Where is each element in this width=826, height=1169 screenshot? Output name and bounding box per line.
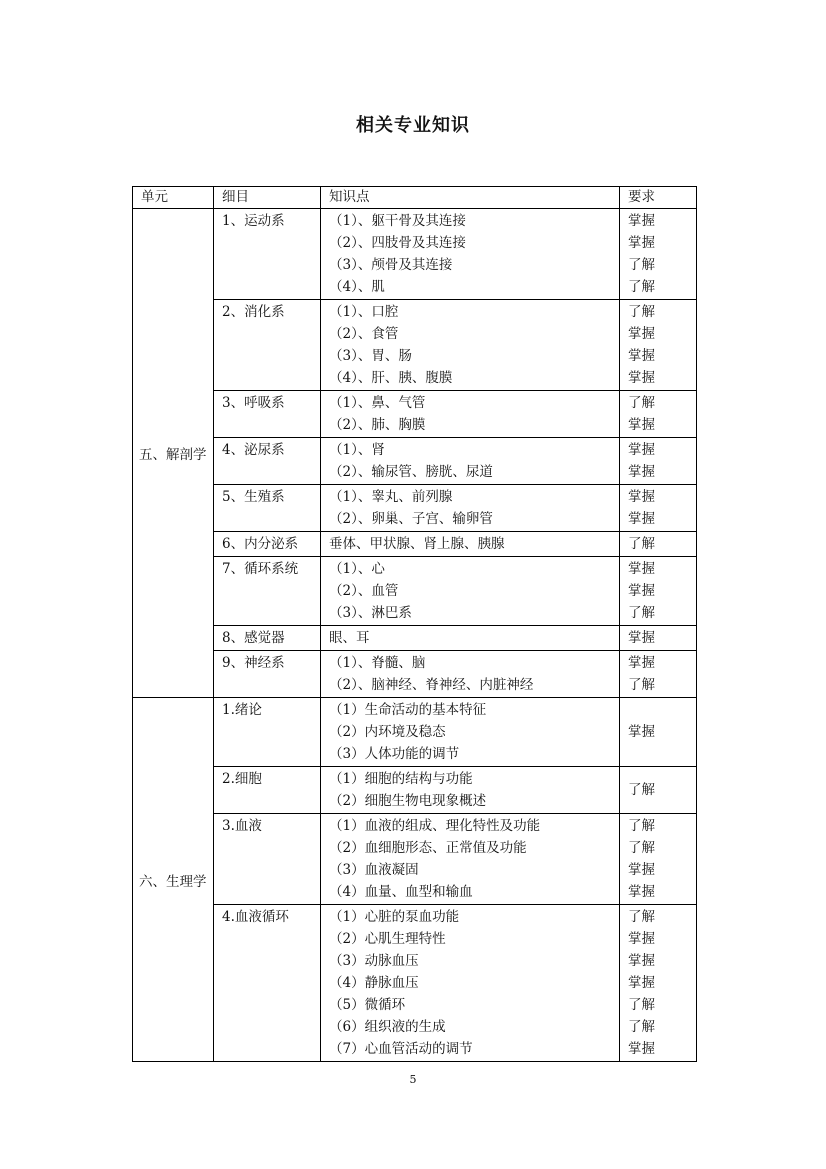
- header-item: 细目: [214, 187, 321, 209]
- knowledge-point: （1）、鼻、气管: [329, 395, 426, 411]
- requirement-value: 了解: [628, 818, 655, 834]
- knowledge-point: （2）、脑神经、脊神经、内脏神经: [329, 677, 534, 693]
- table-row: [133, 532, 697, 557]
- item-label: 4.血液循环: [222, 909, 289, 925]
- table-row: [133, 485, 697, 532]
- knowledge-point: （1）血液的组成、理化特性及功能: [329, 818, 541, 834]
- item-cell: [214, 532, 321, 557]
- unit-cell: 六、生理学: [133, 698, 214, 1062]
- requirement-cell: [620, 391, 697, 438]
- knowledge-point: （2）、食管: [329, 326, 399, 342]
- knowledge-point: （3）、胃、肠: [329, 348, 412, 364]
- table-row: [133, 300, 697, 391]
- points-cell: [321, 438, 620, 485]
- header-requirement: 要求: [620, 187, 697, 209]
- knowledge-point: （1）、躯干骨及其连接: [329, 213, 466, 229]
- knowledge-point: （4）、肝、胰、腹膜: [329, 370, 453, 386]
- table-row: [133, 626, 697, 651]
- knowledge-point: （1）、心: [329, 561, 385, 577]
- item-cell: [214, 391, 321, 438]
- item-label: 9、神经系: [222, 655, 285, 671]
- unit-cell: 五、解剖学: [133, 209, 214, 698]
- table-row: [133, 698, 697, 767]
- requirement-cell: [620, 209, 697, 300]
- points-cell: [321, 391, 620, 438]
- knowledge-point: （4）、肌: [329, 279, 385, 295]
- requirement-value: 了解: [628, 909, 655, 925]
- item-cell: [214, 814, 321, 905]
- knowledge-point: （2）、卵巢、子宫、输卵管: [329, 511, 493, 527]
- requirement-value: 了解: [628, 536, 655, 552]
- item-cell: [214, 485, 321, 532]
- knowledge-point: （1）心脏的泵血功能: [329, 909, 460, 925]
- requirement-value: 掌握: [628, 862, 655, 878]
- points-cell: [321, 209, 620, 300]
- points-cell: [321, 698, 620, 767]
- requirement-value: 掌握: [628, 953, 655, 969]
- requirement-cell: [620, 905, 697, 1062]
- table-header-row: [133, 187, 697, 209]
- item-label: 3.血液: [222, 818, 262, 834]
- points-cell: [321, 485, 620, 532]
- requirement-value: 掌握: [628, 442, 655, 458]
- requirement-cell: [620, 651, 697, 698]
- requirement-value: 了解: [628, 1019, 655, 1035]
- table-body: [133, 209, 697, 1062]
- knowledge-point: 垂体、甲状腺、肾上腺、胰腺: [329, 536, 505, 552]
- knowledge-point: （2）心肌生理特性: [329, 931, 446, 947]
- requirement-value: 掌握: [628, 489, 655, 505]
- knowledge-point: （4）静脉血压: [329, 975, 419, 991]
- requirement-cell: [620, 698, 697, 767]
- knowledge-point: （5）微循环: [329, 997, 406, 1013]
- requirement-value: 了解: [628, 304, 655, 320]
- requirement-value: 了解: [628, 395, 655, 411]
- requirement-value: 了解: [628, 840, 655, 856]
- points-cell: [321, 626, 620, 651]
- requirement-value: 了解: [628, 257, 655, 273]
- knowledge-point: （2）血细胞形态、正常值及功能: [329, 840, 527, 856]
- requirement-cell: [620, 532, 697, 557]
- requirement-value: 了解: [628, 279, 655, 295]
- knowledge-point: （2）、血管: [329, 583, 399, 599]
- table-row: [133, 557, 697, 626]
- item-label: 1、运动系: [222, 213, 285, 229]
- knowledge-point: （3）、颅骨及其连接: [329, 257, 453, 273]
- table-row: [133, 814, 697, 905]
- knowledge-table: [132, 186, 697, 1062]
- knowledge-point: （3）血液凝固: [329, 862, 419, 878]
- knowledge-point: （2）、四肢骨及其连接: [329, 235, 466, 251]
- item-cell: [214, 557, 321, 626]
- points-cell: [321, 532, 620, 557]
- item-label: 5、生殖系: [222, 489, 285, 505]
- header-unit: 单元: [133, 187, 214, 209]
- requirement-value: 掌握: [628, 975, 655, 991]
- requirement-value: 掌握: [628, 370, 655, 386]
- item-label: 8、感觉器: [222, 630, 285, 646]
- requirement-cell: [620, 626, 697, 651]
- requirement-value: 掌握: [628, 1041, 655, 1057]
- table-row: [133, 209, 697, 300]
- points-cell: [321, 557, 620, 626]
- requirement-value: 掌握: [628, 417, 655, 433]
- knowledge-point: （1）生命活动的基本特征: [329, 702, 487, 718]
- knowledge-point: （1）、脊髓、脑: [329, 655, 426, 671]
- knowledge-point: （2）、肺、胸膜: [329, 417, 426, 433]
- item-cell: [214, 438, 321, 485]
- table-row: [133, 651, 697, 698]
- requirement-cell: [620, 557, 697, 626]
- item-cell: [214, 300, 321, 391]
- page-title: 相关专业知识: [356, 115, 470, 136]
- knowledge-point: （4）血量、血型和输血: [329, 884, 473, 900]
- requirement-value: 掌握: [628, 561, 655, 577]
- table-row: [133, 767, 697, 814]
- knowledge-point: （6）组织液的生成: [329, 1019, 446, 1035]
- requirement-value: 掌握: [628, 511, 655, 527]
- table-row: [133, 438, 697, 485]
- item-cell: [214, 767, 321, 814]
- requirement-value: 掌握: [628, 235, 655, 251]
- knowledge-point: （3）、淋巴系: [329, 605, 412, 621]
- item-label: 2.细胞: [222, 771, 262, 787]
- header-point: 知识点: [321, 187, 620, 209]
- requirement-value: 掌握: [628, 724, 655, 740]
- requirement-value: 掌握: [628, 464, 655, 480]
- requirement-value: 掌握: [628, 583, 655, 599]
- table-row: [133, 391, 697, 438]
- item-cell: [214, 626, 321, 651]
- item-cell: [214, 905, 321, 1062]
- requirement-value: 掌握: [628, 655, 655, 671]
- knowledge-point: （1）、肾: [329, 442, 385, 458]
- requirement-value: 掌握: [628, 884, 655, 900]
- item-cell: [214, 209, 321, 300]
- knowledge-point: （3）人体功能的调节: [329, 746, 460, 762]
- item-cell: [214, 698, 321, 767]
- knowledge-point: （7）心血管活动的调节: [329, 1041, 473, 1057]
- requirement-cell: [620, 767, 697, 814]
- knowledge-point: 眼、耳: [329, 630, 370, 646]
- item-label: 1.绪论: [222, 702, 262, 718]
- requirement-cell: [620, 814, 697, 905]
- knowledge-point: （2）、输尿管、膀胱、尿道: [329, 464, 493, 480]
- item-label: 2、消化系: [222, 304, 285, 320]
- requirement-value: 了解: [628, 782, 655, 798]
- points-cell: [321, 905, 620, 1062]
- requirement-cell: [620, 485, 697, 532]
- requirement-value: 了解: [628, 677, 655, 693]
- points-cell: [321, 651, 620, 698]
- item-label: 3、呼吸系: [222, 395, 285, 411]
- requirement-cell: [620, 438, 697, 485]
- points-cell: [321, 814, 620, 905]
- points-cell: [321, 300, 620, 391]
- knowledge-point: （1）、睾丸、前列腺: [329, 489, 453, 505]
- requirement-value: 掌握: [628, 931, 655, 947]
- requirement-value: 掌握: [628, 630, 655, 646]
- item-label: 4、泌尿系: [222, 442, 285, 458]
- requirement-value: 掌握: [628, 348, 655, 364]
- requirement-value: 了解: [628, 605, 655, 621]
- knowledge-point: （1）细胞的结构与功能: [329, 771, 473, 787]
- item-label: 6、内分泌系: [222, 536, 299, 552]
- requirement-cell: [620, 300, 697, 391]
- table-row: [133, 905, 697, 1062]
- knowledge-point: （2）内环境及稳态: [329, 724, 446, 740]
- knowledge-point: （3）动脉血压: [329, 953, 419, 969]
- requirement-value: 掌握: [628, 326, 655, 342]
- knowledge-point: （2）细胞生物电现象概述: [329, 793, 487, 809]
- item-cell: [214, 651, 321, 698]
- item-label: 7、循环系统: [222, 561, 299, 577]
- requirement-value: 掌握: [628, 213, 655, 229]
- requirement-value: 了解: [628, 997, 655, 1013]
- points-cell: [321, 767, 620, 814]
- page-number: 5: [409, 1073, 417, 1086]
- knowledge-point: （1）、口腔: [329, 304, 399, 320]
